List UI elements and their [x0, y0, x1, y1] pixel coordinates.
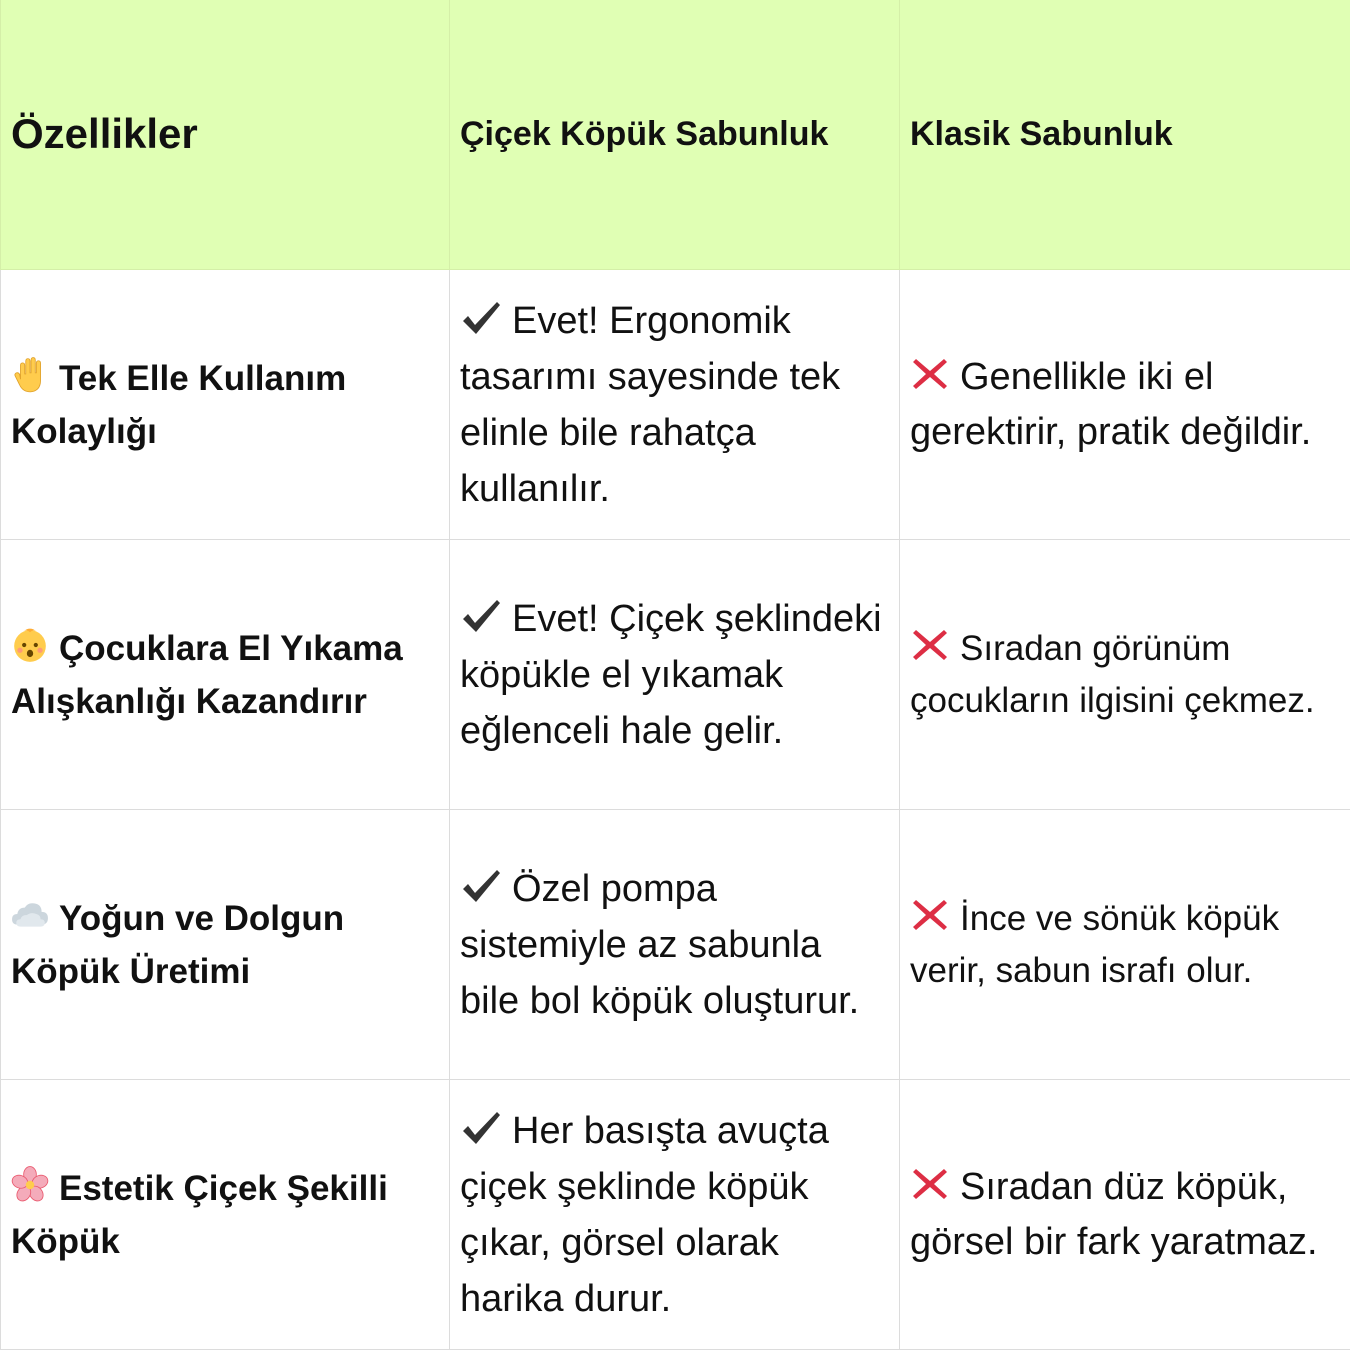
product-label: Evet! Ergonomik tasarımı sayesinde tek elinle bile rahatça kullanılır. — [460, 299, 841, 510]
product-label: Her basışta avuçta çiçek şeklinde köpük çıkar, görsel olarak harika durur. — [460, 1109, 829, 1320]
feature-label: Estetik Çiçek Şekilli Köpük — [11, 1168, 388, 1261]
check-icon — [460, 597, 502, 635]
feature-text — [11, 1162, 439, 1268]
classic-label: Genellikle iki el gerektirir, pratik değildir. — [910, 355, 1312, 453]
cherry-blossom-icon — [11, 1166, 49, 1204]
product-text — [460, 1103, 889, 1327]
feature-text — [11, 892, 439, 998]
classic-text — [910, 1160, 1340, 1270]
product-label: Özel pompa sistemiyle az sabunla bile bol köpük oluşturur. — [460, 867, 860, 1022]
feature-text — [11, 352, 439, 458]
cross-icon — [910, 626, 950, 664]
feature-text — [11, 622, 439, 728]
classic-text — [910, 350, 1340, 460]
product-text — [460, 591, 889, 759]
cross-icon — [910, 1165, 950, 1203]
header-cell-product — [450, 0, 900, 270]
classic-cell — [900, 540, 1350, 810]
classic-cell — [900, 810, 1350, 1080]
product-label: Evet! Çiçek şeklindeki köpükle el yıkamak eğlenceli hale gelir. — [460, 597, 882, 752]
feature-label: Tek Elle Kullanım Kolaylığı — [11, 358, 347, 451]
feature-cell — [0, 270, 450, 540]
classic-text — [910, 893, 1340, 997]
check-icon — [460, 1109, 502, 1147]
check-icon — [460, 867, 502, 905]
header-cell-classic — [900, 0, 1350, 270]
product-cell — [450, 810, 900, 1080]
product-cell — [450, 1080, 900, 1350]
raised-hand-icon — [11, 356, 49, 394]
feature-label: Yoğun ve Dolgun Köpük Üretimi — [11, 898, 345, 991]
feature-cell — [0, 1080, 450, 1350]
cross-icon — [910, 355, 950, 393]
feature-label: Çocuklara El Yıkama Alışkanlığı Kazandırır — [11, 628, 403, 721]
product-text — [460, 861, 889, 1029]
feature-cell — [0, 810, 450, 1080]
classic-label: Sıradan düz köpük, görsel bir fark yaratmaz. — [910, 1165, 1318, 1263]
check-icon — [460, 299, 502, 337]
classic-label: Sıradan görünüm çocukların ilgisini çekmez. — [910, 628, 1315, 720]
feature-cell — [0, 540, 450, 810]
cloud-icon — [11, 896, 49, 934]
header-product-label: Çiçek Köpük Sabunluk — [460, 115, 829, 154]
header-cell-features — [0, 0, 450, 270]
classic-text — [910, 623, 1340, 727]
product-text — [460, 293, 889, 517]
baby-icon — [11, 626, 49, 664]
classic-cell — [900, 1080, 1350, 1350]
product-cell — [450, 270, 900, 540]
cross-icon — [910, 896, 950, 934]
product-cell — [450, 540, 900, 810]
classic-cell — [900, 270, 1350, 540]
classic-label: İnce ve sönük köpük verir, sabun israfı olur. — [910, 898, 1280, 990]
header-features-label: Özellikler — [11, 110, 198, 158]
header-classic-label: Klasik Sabunluk — [910, 115, 1173, 154]
